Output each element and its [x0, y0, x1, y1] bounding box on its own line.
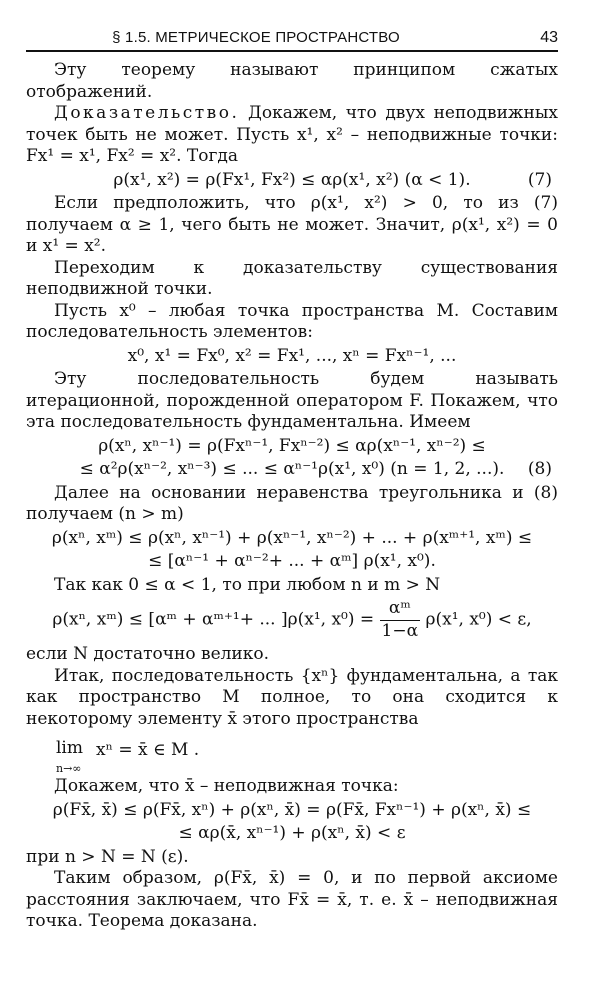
limit-operator: lim: [56, 738, 83, 758]
limit-expression: xⁿ = x̄ ∈ M .: [96, 740, 200, 760]
paragraph-convergence: Итак, последовательность {xⁿ} фундаментальна, а так как пространство M полное, то она сходится к некоторому элементу x̄ этого пространства: [26, 665, 558, 729]
equation-8: [26, 459, 558, 481]
equation-triangle-line-2: ≤ [αⁿ⁻¹ + αⁿ⁻²+ ... + αᵐ] ρ(x¹, x⁰).: [148, 551, 436, 571]
proof-label: Доказательство.: [54, 103, 240, 123]
equation-limit: [26, 736, 558, 776]
paragraph-sequence-intro: Пусть x⁰ – любая точка пространства M. Составим последовательность элементов:: [26, 300, 558, 342]
paragraph-fixed-point-claim: Докажем, что x̄ – неподвижная точка:: [54, 776, 399, 796]
equation-fraction: [26, 598, 558, 642]
equation-triangle-line-1: ρ(xⁿ, xᵐ) ≤ ρ(xⁿ, xⁿ⁻¹) + ρ(xⁿ⁻¹, xⁿ⁻²) + ... + ρ(xᵐ⁺¹, xᵐ) ≤: [51, 527, 533, 548]
paragraph-triangle: Далее на основании неравенства треугольника и (8) получаем (n > m): [26, 482, 558, 524]
paragraph-n-large: если N достаточно велико.: [26, 644, 270, 664]
running-header: [26, 26, 558, 52]
paragraph-iteration: Эту последовательность будем называть итерационной, порожденной оператором F. Покажем, что эта последовательность фундаментальна. Имеем: [26, 369, 558, 432]
equation-7-number: (7): [527, 169, 552, 190]
equation-fraction-right: ρ(x¹, x⁰) < ε,: [425, 609, 532, 630]
paragraph-uniqueness: Если предположить, что ρ(x¹, x²) > 0, то из (7) получаем α ≥ 1, чего быть не может. Значит, ρ(x¹, x²) = 0 и x¹ = x².: [26, 193, 558, 256]
running-title: § 1.5. МЕТРИЧЕСКОЕ ПРОСТРАНСТВО: [112, 29, 400, 46]
equation-fixed-line-1: ρ(Fx̄, x̄) ≤ ρ(Fx̄, xⁿ) + ρ(xⁿ, x̄) = ρ(Fx̄, Fxⁿ⁻¹) + ρ(xⁿ, x̄) ≤: [52, 799, 532, 820]
equation-7-body: ρ(x¹, x²) = ρ(Fx¹, Fx²) ≤ αρ(x¹, x²) (α < 1).: [113, 169, 471, 190]
fraction: [380, 598, 421, 642]
paragraph-alpha-bound: Так как 0 ≤ α < 1, то при любом n и m > N: [54, 574, 441, 595]
paragraph-theorem-name: Эту теорему называют принципом сжатых отображений.: [26, 60, 558, 102]
header-rule: [26, 50, 558, 52]
equation-fraction-left: ρ(xⁿ, xᵐ) ≤ [αᵐ + αᵐ⁺¹+ ... ]ρ(x¹, x⁰) =: [52, 609, 375, 630]
equation-fixed-line-2: ≤ αρ(x̄, xⁿ⁻¹) + ρ(xⁿ, x̄) < ε: [178, 823, 406, 843]
equation-8-line-1: ρ(xⁿ, xⁿ⁻¹) = ρ(Fxⁿ⁻¹, Fxⁿ⁻²) ≤ αρ(xⁿ⁻¹, xⁿ⁻²) ≤: [98, 435, 486, 456]
equation-8-number: (8): [527, 459, 552, 479]
paragraph-existence-intro: Переходим к доказательству существования неподвижной точки.: [26, 257, 558, 299]
limit-subscript: n→∞: [56, 762, 82, 775]
equation-8-line-2: ≤ α²ρ(xⁿ⁻², xⁿ⁻³) ≤ ... ≤ αⁿ⁻¹ρ(x¹, x⁰) (n = 1, 2, ...).: [79, 459, 505, 479]
paragraph-conclusion: Таким образом, ρ(Fx̄, x̄) = 0, и по первой аксиоме расстояния заключаем, что Fx̄ = x̄, т. е. x̄ – неподвижная точка. Теорема доказана.: [26, 868, 558, 931]
paragraph-proof-start: [26, 103, 558, 168]
equation-7: [26, 170, 558, 192]
page-number: 43: [540, 29, 558, 46]
paragraph-n-condition: при n > N = N (ε).: [26, 846, 189, 867]
fraction-numerator: αᵐ: [380, 598, 421, 621]
fraction-denominator: 1−α: [381, 620, 419, 641]
page-body: [26, 60, 558, 933]
proof-text: Докажем, что двух неподвижных точек быть не может. Пусть x¹, x² – неподвижные точки: Fx¹ = x¹, Fx² = x². Тогда: [26, 103, 558, 166]
equation-sequence: x⁰, x¹ = Fx⁰, x² = Fx¹, ..., xⁿ = Fxⁿ⁻¹, ...: [127, 345, 457, 366]
